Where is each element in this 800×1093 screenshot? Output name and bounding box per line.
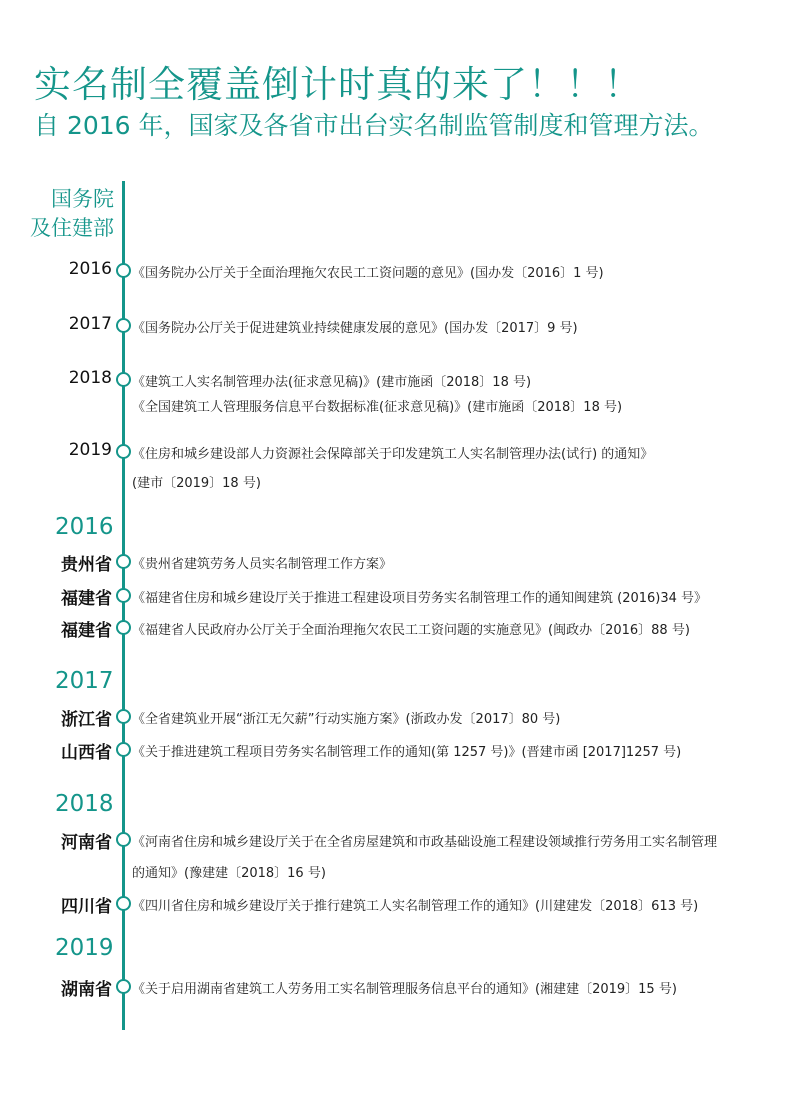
document-item: 《福建省住房和城乡建设厅关于推进工程建设项目劳务实名制管理工作的通知闽建筑 (2016)34 号》 (132, 591, 708, 606)
document-item: 的通知》(豫建建〔2018〕16 号) (132, 866, 326, 881)
timeline-node (116, 318, 131, 333)
year-heading: 2019 (55, 935, 114, 961)
timeline-node (116, 742, 131, 757)
row-label: 2017 (68, 314, 112, 334)
timeline-node (116, 832, 131, 847)
timeline-node (116, 372, 131, 387)
province-label: 河南省 (61, 833, 112, 853)
row-label: 2016 (68, 259, 112, 279)
province-label: 福建省 (61, 589, 112, 609)
page-title: 实名制全覆盖倒计时真的来了！！！ (34, 63, 642, 106)
timeline-node (116, 554, 131, 569)
document-item: 《四川省住房和城乡建设厅关于推行建筑工人实名制管理工作的通知》(川建建发〔2018〕613 号) (132, 899, 699, 914)
province-label: 浙江省 (61, 710, 112, 730)
row-label: 2019 (68, 440, 112, 460)
timeline-node (116, 444, 131, 459)
document-item: 《福建省人民政府办公厅关于全面治理拖欠农民工工资问题的实施意见》(闽政办〔2016〕88 号) (132, 623, 690, 638)
page-subtitle: 自 2016 年，国家及各省市出台实名制监管制度和管理方法。 (34, 111, 714, 140)
timeline-node (116, 896, 131, 911)
timeline-node (116, 588, 131, 603)
timeline-node (116, 979, 131, 994)
timeline-node (116, 263, 131, 278)
section-label-national (22, 185, 114, 243)
document-item: 《国务院办公厅关于全面治理拖欠农民工工资问题的意见》(国办发〔2016〕1 号) (132, 266, 604, 281)
timeline-node (116, 620, 131, 635)
document-item: (建市〔2019〕18 号) (132, 476, 261, 491)
province-label: 山西省 (61, 743, 112, 763)
document-item: 《关于推进建筑工程项目劳务实名制管理工作的通知(第 1257 号)》(晋建市函 [2017]1257 号) (132, 745, 682, 760)
province-label: 贵州省 (61, 555, 112, 575)
province-label: 福建省 (61, 621, 112, 641)
document-item: 《住房和城乡建设部人力资源社会保障部关于印发建筑工人实名制管理办法(试行) 的通知》 (132, 447, 654, 462)
document-item: 《全省建筑业开展“浙江无欠薪”行动实施方案》(浙政办发〔2017〕80 号) (132, 712, 561, 727)
section-label-line: 国务院 (51, 187, 114, 211)
document-item: 《建筑工人实名制管理办法(征求意见稿)》(建市施函〔2018〕18 号) (132, 375, 532, 390)
timeline-node (116, 709, 131, 724)
document-item: 《全国建筑工人管理服务信息平台数据标准(征求意见稿)》(建市施函〔2018〕18 号) (132, 400, 623, 415)
year-heading: 2016 (55, 514, 114, 540)
year-heading: 2018 (55, 791, 114, 817)
province-label: 四川省 (61, 897, 112, 917)
province-label: 湖南省 (61, 980, 112, 1000)
document-item: 《河南省住房和城乡建设厅关于在全省房屋建筑和市政基础设施工程建设领域推行劳务用工实名制管理 (132, 835, 718, 850)
row-label: 2018 (68, 368, 112, 388)
document-item: 《国务院办公厅关于促进建筑业持续健康发展的意见》(国办发〔2017〕9 号) (132, 321, 578, 336)
year-heading: 2017 (55, 668, 114, 694)
document-item: 《贵州省建筑劳务人员实名制管理工作方案》 (132, 557, 393, 572)
document-item: 《关于启用湖南省建筑工人劳务用工实名制管理服务信息平台的通知》(湘建建〔2019〕15 号) (132, 982, 677, 997)
section-label-line: 及住建部 (30, 216, 114, 240)
